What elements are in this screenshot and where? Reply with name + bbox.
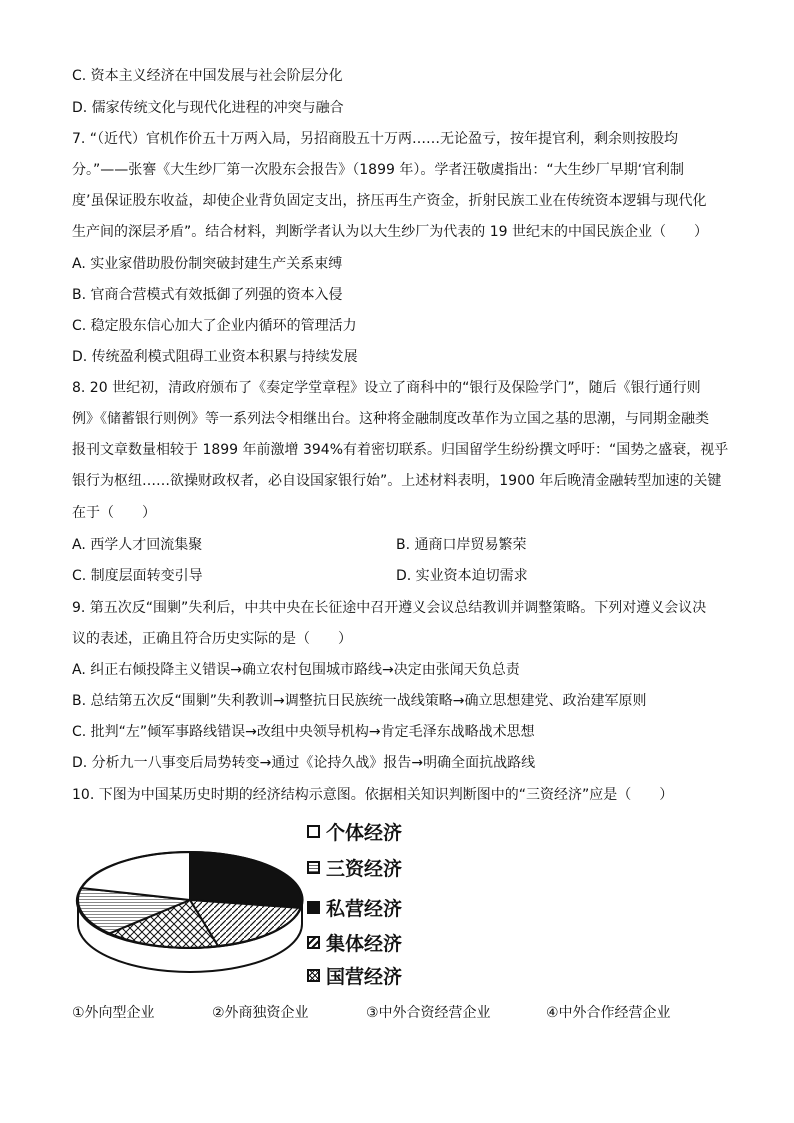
q8-option-c: C. 制度层面转变引导 bbox=[72, 568, 203, 584]
q10-option-4: ④中外合作经营企业 bbox=[546, 1005, 671, 1021]
legend-item-private bbox=[307, 896, 402, 918]
legend-item-collective bbox=[307, 931, 402, 953]
legend-label: 国营经济 bbox=[326, 965, 403, 988]
q8-option-a: A. 西学人才回流集聚 bbox=[72, 537, 203, 553]
slice-private bbox=[190, 852, 303, 908]
q7-option-a: A. 实业家借助股份制突破封建生产关系束缚 bbox=[72, 256, 343, 272]
q10-option-2: ②外商独资企业 bbox=[212, 1005, 309, 1021]
legend-item-state bbox=[307, 964, 402, 986]
q8-stem-line2: 例》《储蓄银行则例》等一系列法令相继出台。这种将金融制度改革作为立国之基的思潮，与同期金融类 bbox=[72, 411, 709, 427]
q8-option-b: B. 通商口岸贸易繁荣 bbox=[396, 537, 527, 553]
legend-label: 个体经济 bbox=[326, 821, 403, 844]
legend-item-joint-venture bbox=[307, 856, 402, 878]
q8-stem-line5: 在于（ ） bbox=[72, 505, 156, 521]
legend-swatch-white bbox=[307, 825, 320, 838]
q7-option-b: B. 官商合营模式有效抵御了列强的资本入侵 bbox=[72, 287, 343, 303]
q10-option-1: ①外向型企业 bbox=[72, 1005, 155, 1021]
q8-stem-line1: 8. 20 世纪初，清政府颁布了《奏定学堂章程》设立了商科中的“银行及保险学门”，随后《银行通行则 bbox=[72, 380, 701, 396]
q8-stem-line4: 银行为枢纽……欲操财政权者，必自设国家银行始”。上述材料表明，1900 年后晚清金融转型加速的关键 bbox=[72, 473, 722, 489]
q9-option-a: A. 纠正右倾投降主义错误→确立农村包围城市路线→决定由张闻天负总责 bbox=[72, 662, 520, 678]
q9-stem-line2: 议的表述，正确且符合历史实际的是（ ） bbox=[72, 631, 352, 647]
legend-swatch-black bbox=[307, 901, 320, 914]
legend-label: 三资经济 bbox=[326, 857, 403, 880]
q10-stem: 10. 下图为中国某历史时期的经济结构示意图。依据相关知识判断图中的“三资经济”应是（ ） bbox=[72, 787, 674, 803]
q9-stem-line1: 9. 第五次反“围剿”失利后，中共中央在长征途中召开遵义会议总结教训并调整策略。下列对遵义会议决 bbox=[72, 600, 707, 616]
q7-stem-line1: 7. “（近代）官机作价五十万两入局，另招商股五十万两……无论盈亏，按年提官利，剩余则按股均 bbox=[72, 131, 679, 147]
q8-option-d: D. 实业资本迫切需求 bbox=[396, 568, 528, 584]
q7-stem-line4: 生产间的深层矛盾”。结合材料，判断学者认为以大生纱厂为代表的 19 世纪末的中国民族企业（ ） bbox=[72, 224, 708, 240]
q9-option-d: D. 分析九一八事变后局势转变→通过《论持久战》报告→明确全面抗战路线 bbox=[72, 755, 536, 771]
q10-option-3: ③中外合资经营企业 bbox=[366, 1005, 491, 1021]
q9-option-b: B. 总结第五次反“围剿”失利教训→调整抗日民族统一战线策略→确立思想建党、政治建军原则 bbox=[72, 693, 647, 709]
legend-swatch-gray bbox=[307, 861, 320, 874]
q7-stem-line3: 度’虽保证股东收益，却使企业背负固定支出，挤压再生产资金，折射民族工业在传统资本逻辑与现代化 bbox=[72, 193, 707, 209]
legend-item-individual bbox=[307, 820, 402, 842]
q9-option-c: C. 批判“左”倾军事路线错误→改组中央领导机构→肯定毛泽东战略战术思想 bbox=[72, 724, 535, 740]
q7-option-c: C. 稳定股东信心加大了企业内循环的管理活力 bbox=[72, 318, 357, 334]
q7-stem-line2: 分。”——张謇《大生纱厂第一次股东会报告》（1899 年）。学者汪敬虞指出：“大生纱厂早期‘官利制 bbox=[72, 162, 685, 178]
q6-option-d: D. 儒家传统文化与现代化进程的冲突与融合 bbox=[72, 100, 344, 116]
legend-swatch-crosshatch bbox=[307, 969, 320, 982]
q7-option-d: D. 传统盈利模式阻碍工业资本积累与持续发展 bbox=[72, 349, 358, 365]
q8-stem-line3: 报刊文章数量相较于 1899 年前激增 394%有着密切联系。归国留学生纷纷撰文呼吁：“国势之盛衰，视乎 bbox=[72, 442, 729, 458]
legend-label: 私营经济 bbox=[326, 897, 403, 920]
legend-label: 集体经济 bbox=[326, 932, 403, 955]
q6-option-c: C. 资本主义经济在中国发展与社会阶层分化 bbox=[72, 68, 343, 84]
legend-swatch-diagonal bbox=[307, 936, 320, 949]
